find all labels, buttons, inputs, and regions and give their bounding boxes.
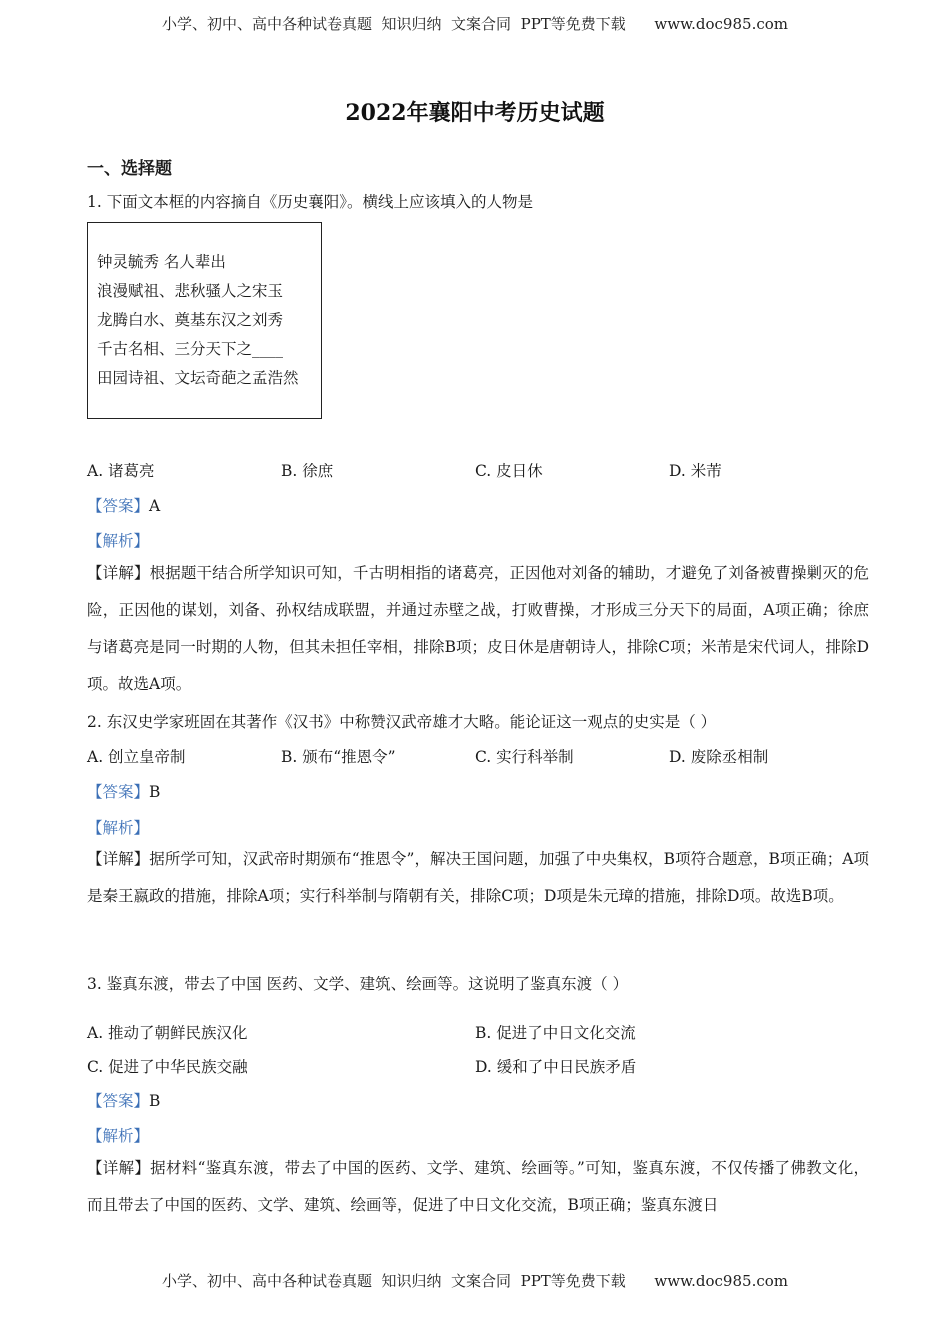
- q2-option-b: B. 颁布“推恩令”: [281, 748, 396, 766]
- q1-box-line: 钟灵毓秀 名人辈出: [97, 253, 226, 271]
- answer-tag: 【答案】: [87, 497, 150, 515]
- q1-box-line: 浪漫赋祖、悲秋骚人之宋玉: [97, 282, 284, 300]
- q2-answer-value: B: [149, 783, 161, 801]
- q3-option-b: B. 促进了中日文化交流: [475, 1024, 636, 1042]
- q3-detail-text: 据材料“鉴真东渡，带去了中国的医药、文学、建筑、绘画等。”可知，鉴真东渡，不仅传播了佛教文化，而且带去了中国的医药、文学、建筑、绘画等，促进了中日文化交流，B项正确；鉴真东渡日: [87, 1159, 869, 1214]
- answer-tag: 【答案】: [87, 1092, 150, 1110]
- q3-analysis-tag: 【解析】: [87, 1127, 150, 1145]
- q3-option-a: A. 推动了朝鲜民族汉化: [87, 1024, 248, 1042]
- q1-option-a: A. 诸葛亮: [87, 462, 155, 480]
- q1-analysis-tag: 【解析】: [87, 532, 150, 550]
- q1-answer-value: A: [149, 497, 161, 515]
- detail-tag: 【详解】: [87, 1159, 151, 1177]
- q3-option-d: D. 缓和了中日民族矛盾: [475, 1058, 637, 1076]
- q3-answer-value: B: [149, 1092, 161, 1110]
- q2-option-d: D. 废除丞相制: [669, 748, 769, 766]
- q2-stem: 2. 东汉史学家班固在其著作《汉书》中称赞汉武帝雄才大略。能论证这一观点的史实是（ ）: [87, 713, 717, 731]
- q1-option-c: C. 皮日休: [475, 462, 543, 480]
- page-footer: 小学、初中、高中各种试卷真题 知识归纳 文案合同 PPT等免费下载 www.doc985.com: [161, 1272, 788, 1290]
- q2-detail: [87, 841, 869, 915]
- answer-tag: 【答案】: [87, 783, 150, 801]
- q1-box-line: 田园诗祖、文坛奇葩之孟浩然: [97, 369, 299, 387]
- detail-tag: 【详解】: [87, 850, 150, 868]
- detail-tag: 【详解】: [87, 564, 150, 582]
- q1-option-d: D. 米芾: [669, 462, 722, 480]
- q2-analysis-tag: 【解析】: [87, 819, 150, 837]
- q1-box-line: 龙腾白水、奠基东汉之刘秀: [97, 311, 284, 329]
- q1-answer: [87, 494, 160, 516]
- q1-detail-text: 根据题干结合所学知识可知，千古明相指的诸葛亮，正因他对刘备的辅助，才避免了刘备被曹操剿灭的危险，正因他的谋划，刘备、孙权结成联盟，并通过赤壁之战，打败曹操，才形成三分天下的局面，A项正确；徐庶与诸葛亮是同一时期的人物，但其未担任宰相，排除B项；皮日休是唐朝诗人，排除C项；米芾是宋代词人，排除D项。故选A项。: [87, 564, 869, 693]
- q1-text-box: [87, 222, 322, 419]
- q3-option-c: C. 促进了中华民族交融: [87, 1058, 248, 1076]
- q3-detail: [87, 1150, 869, 1224]
- q2-detail-text: 据所学可知，汉武帝时期颁布“推恩令”，解决王国问题，加强了中央集权，B项符合题意，B项正确；A项是秦王嬴政的措施，排除A项；实行科举制与隋朝有关，排除C项；D项是朱元璋的措施，排除D项。故选B项。: [87, 850, 869, 905]
- q2-answer: [87, 780, 160, 802]
- page-header: 小学、初中、高中各种试卷真题 知识归纳 文案合同 PPT等免费下载 www.doc985.com: [161, 15, 788, 33]
- q1-box-line: 千古名相、三分天下之____: [97, 340, 284, 358]
- page-title: 2022年襄阳中考历史试题: [345, 100, 605, 126]
- q1-option-b: B. 徐庶: [281, 462, 334, 480]
- q2-option-c: C. 实行科举制: [475, 748, 574, 766]
- q3-answer: [87, 1089, 160, 1111]
- q2-option-a: A. 创立皇帝制: [87, 748, 186, 766]
- q3-stem: 3. 鉴真东渡，带去了中国 医药、文学、建筑、绘画等。这说明了鉴真东渡（ ）: [87, 975, 629, 993]
- section-heading: 一、选择题: [87, 159, 172, 179]
- q1-stem: 1. 下面文本框的内容摘自《历史襄阳》。横线上应该填入的人物是: [87, 193, 533, 211]
- q1-detail: [87, 555, 869, 703]
